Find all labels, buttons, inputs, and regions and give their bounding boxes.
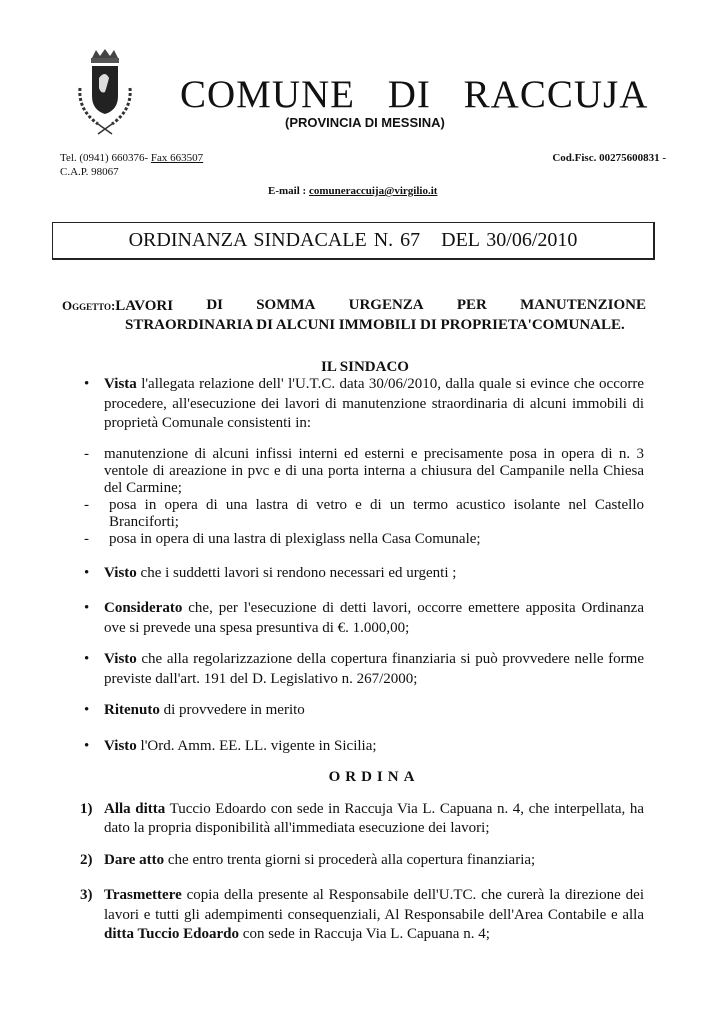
order-item: 1) Alla ditta Tuccio Edoardo con sede in Raccuja Via L. Capuana n. 4, che interpellata, ha dato la propria disponibilità all'immediata esecuzione dei lavori; — [80, 800, 644, 836]
dash-icon: - — [84, 496, 89, 513]
order-number: 1) — [80, 800, 93, 817]
consideration-item: • Ritenuto di provvedere in merito — [80, 701, 644, 721]
consideration-item: • Visto l'Ord. Amm. EE. LL. vigente in Sicilia; — [80, 737, 644, 757]
sindaco-heading: IL SINDACO — [321, 359, 409, 375]
municipality-title: COMUNE DI RACCUJA — [180, 73, 649, 116]
subject-line-1 — [62, 296, 646, 317]
bullet-icon: • — [84, 564, 90, 581]
tel: Tel. (0941) 660376- — [60, 152, 151, 164]
subject-word: DI — [206, 297, 223, 313]
order-number: 2) — [80, 851, 93, 868]
bullet-icon: • — [84, 600, 90, 616]
cap: C.A.P. 98067 — [60, 166, 119, 178]
work-item: - posa in opera di una lastra di vetro e di un termo acustico isolante nel Castello Branciforti; — [80, 497, 644, 531]
subject-label: Oggetto:LAVORI — [62, 298, 174, 314]
subject-word: SOMMA — [256, 297, 316, 313]
bullet-icon: • — [84, 651, 90, 667]
order-item: 2) Dare atto che entro trenta giorni si procederà alla copertura finanziaria; — [80, 851, 644, 871]
subject-line-2: STRAORDINARIA DI ALCUNI IMMOBILI DI PROPRIETA'COMUNALE. — [125, 317, 625, 333]
email-link[interactable]: comuneraccuija@virgilio.it — [308, 185, 438, 197]
subject-word: URGENZA — [348, 297, 424, 313]
fax: Fax 663507 — [150, 152, 204, 164]
coat-of-arms-logo — [72, 48, 138, 140]
email-label: E-mail : — [268, 185, 309, 197]
ordinance-title: ORDINANZA SINDACALE N. 67 DEL 30/06/2010 — [128, 229, 578, 251]
email-line — [268, 184, 437, 198]
work-item: - manutenzione di alcuni infissi interni ed esterni e precisamente posa in opera di n. 3 ventole di areazione in pvc e di una porta interna a chiusura del Campanile nella Chiesa del Carmine; — [80, 446, 644, 497]
vista-paragraph: • Vista l'allegata relazione dell' l'U.T.C. data 30/06/2010, dalla quale si evince che occorre procedere, all'esecuzione dei lavori di manutenzione straordinaria di alcuni immobili di proprietà Comunale consistenti in: — [80, 375, 644, 434]
bullet-icon: • — [84, 737, 90, 754]
work-item: - posa in opera di una lastra di plexiglass nella Casa Comunale; — [80, 531, 644, 548]
ordinance-title-box — [52, 222, 655, 260]
subject-word: MANUTENZIONE — [520, 297, 646, 313]
bullet-icon: • — [84, 376, 90, 392]
consideration-item: • Visto che alla regolarizzazione della copertura finanziaria si può provvedere nelle forme previste dall'art. 191 del D. Legislativo n. 267/2000; — [80, 650, 644, 689]
order-item: 3) Trasmettere copia della presente al Responsabile dell'U.TC. che curerà la direzione dei lavori e tutti gli adempimenti consequenziali, Al Responsabile dell'Area Contabile e alla ditta Tuccio Edoardo con sede in Raccuja Via L. Capuana n. 4; — [80, 887, 644, 942]
province-subtitle: (PROVINCIA DI MESSINA) — [285, 115, 445, 130]
cod-fisc: Cod.Fisc. 00275600831 - — [552, 152, 666, 164]
ordina-heading: ORDINA — [328, 769, 420, 785]
order-number: 3) — [80, 887, 93, 903]
contact-tel-fax — [60, 151, 203, 165]
ordinance-body — [80, 375, 644, 945]
consideration-item: • Considerato che, per l'esecuzione di detti lavori, occorre emettere apposita Ordinanza ove si prevede una spesa presuntiva di €. 1.000,00; — [80, 599, 644, 638]
dash-icon: - — [84, 530, 89, 547]
dash-icon: - — [84, 445, 89, 462]
consideration-item: • Visto che i suddetti lavori si rendono necessari ed urgenti ; — [80, 564, 644, 584]
bullet-icon: • — [84, 702, 90, 718]
subject-word: PER — [456, 297, 487, 313]
